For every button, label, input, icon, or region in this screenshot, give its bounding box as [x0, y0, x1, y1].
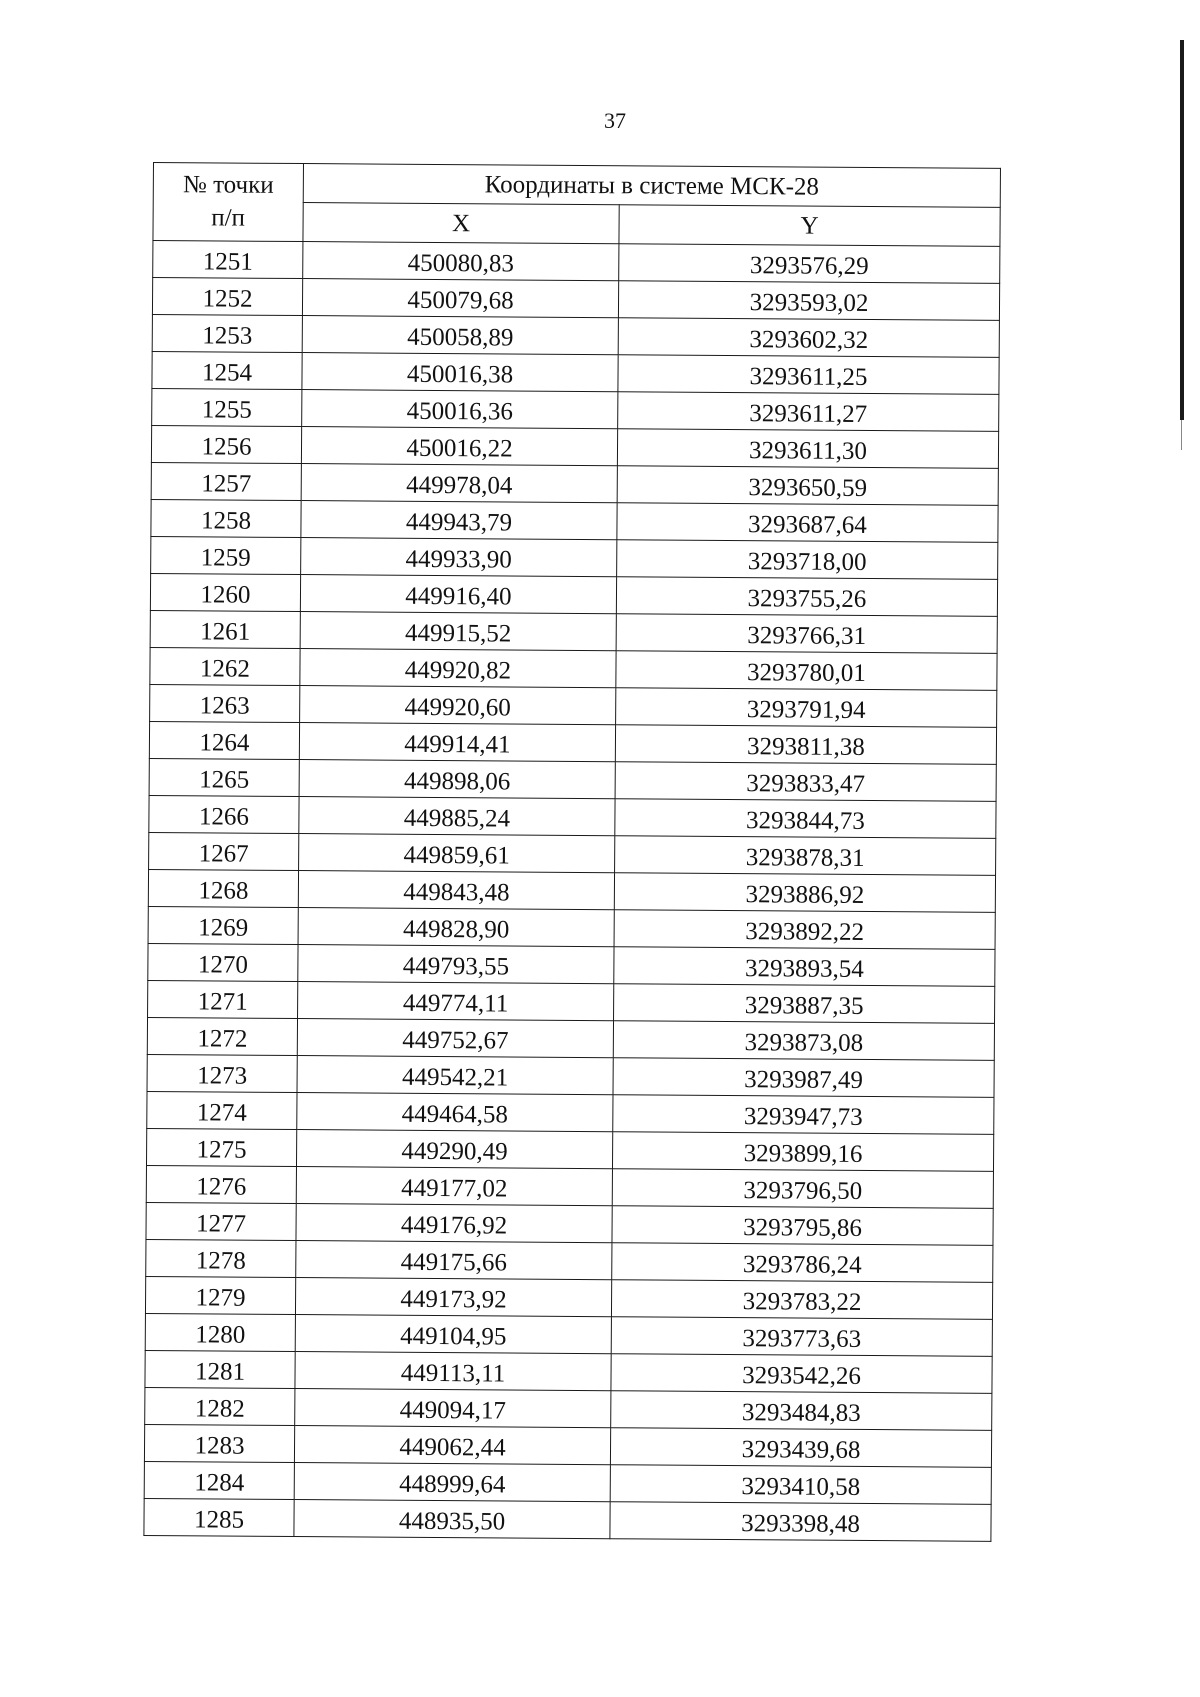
- scan-edge-mark: [1180, 40, 1184, 420]
- point-number-cell: 1252: [152, 278, 302, 316]
- point-number-cell: 1264: [149, 721, 299, 759]
- x-coordinate-cell: 450016,38: [302, 353, 618, 392]
- table-row: [144, 1424, 991, 1467]
- x-coordinate-cell: 450016,22: [301, 427, 617, 466]
- table-row: [146, 1202, 993, 1245]
- y-coordinate-cell: 3293873,08: [613, 1021, 994, 1061]
- y-coordinate-cell: 3293987,49: [613, 1058, 994, 1098]
- x-coordinate-cell: 449914,41: [299, 723, 615, 762]
- table-row: [150, 610, 997, 653]
- y-coordinate-cell: 3293484,83: [611, 1391, 992, 1431]
- x-coordinate-cell: 449774,11: [298, 982, 614, 1021]
- y-coordinate-cell: 3293650,59: [617, 466, 998, 506]
- table-row: [149, 795, 996, 838]
- point-number-cell: 1272: [147, 1017, 297, 1055]
- y-coordinate-cell: 3293795,86: [612, 1206, 993, 1246]
- x-coordinate-cell: 449943,79: [301, 501, 617, 540]
- y-coordinate-cell: 3293786,24: [612, 1243, 993, 1283]
- point-number-cell: 1278: [146, 1239, 296, 1277]
- table-row: [148, 906, 995, 949]
- table-row: [152, 388, 999, 431]
- point-number-header-line1: № точки: [182, 171, 274, 199]
- x-coordinate-cell: 449920,82: [300, 649, 616, 688]
- point-number-cell: 1275: [146, 1128, 296, 1166]
- point-number-cell: 1281: [145, 1350, 295, 1388]
- x-coordinate-cell: 449176,92: [296, 1204, 612, 1243]
- y-coordinate-cell: 3293439,68: [610, 1428, 991, 1468]
- coordinates-system-header: Координаты в системе МСК-28: [303, 164, 1000, 208]
- y-coordinate-cell: 3293755,26: [616, 577, 997, 617]
- table-row: [145, 1276, 992, 1319]
- y-coordinate-cell: 3293687,64: [617, 503, 998, 543]
- point-number-cell: 1253: [152, 314, 302, 352]
- point-number-cell: 1285: [144, 1498, 294, 1536]
- table-row: [151, 499, 998, 542]
- table-row: [144, 1498, 991, 1541]
- x-coordinate-cell: 449113,11: [295, 1352, 611, 1391]
- point-number-cell: 1277: [146, 1202, 296, 1240]
- x-coordinate-cell: 449843,48: [298, 871, 614, 910]
- y-coordinate-cell: 3293766,31: [616, 614, 997, 654]
- y-coordinate-cell: 3293602,32: [618, 318, 999, 358]
- y-coordinate-cell: 3293947,73: [613, 1095, 994, 1135]
- x-coordinate-cell: 449752,67: [297, 1019, 613, 1058]
- point-number-cell: 1283: [144, 1424, 294, 1462]
- y-coordinate-cell: 3293576,29: [619, 244, 1000, 284]
- table-row: [148, 869, 995, 912]
- table-row: [145, 1313, 992, 1356]
- table-row: [146, 1165, 993, 1208]
- y-coordinate-cell: 3293844,73: [615, 799, 996, 839]
- coordinates-table: [143, 162, 1001, 1542]
- x-coordinate-cell: 449104,95: [295, 1315, 611, 1354]
- y-coordinate-cell: 3293398,48: [610, 1502, 991, 1542]
- table-row: [145, 1387, 992, 1430]
- x-coordinate-cell: 449173,92: [295, 1278, 611, 1317]
- point-number-cell: 1276: [146, 1165, 296, 1203]
- y-coordinate-cell: 3293811,38: [615, 725, 996, 765]
- x-coordinate-cell: 449828,90: [298, 908, 614, 947]
- x-coordinate-cell: 449978,04: [301, 464, 617, 503]
- y-coordinate-cell: 3293878,31: [615, 836, 996, 876]
- table-row: [148, 980, 995, 1023]
- y-coordinate-cell: 3293773,63: [611, 1317, 992, 1357]
- table-row: [152, 314, 999, 357]
- y-coordinate-cell: 3293791,94: [616, 688, 997, 728]
- table-row: [153, 241, 1000, 284]
- x-coordinate-cell: 449859,61: [299, 834, 615, 873]
- y-coordinate-cell: 3293611,25: [618, 355, 999, 395]
- x-coordinate-cell: 449920,60: [300, 686, 616, 725]
- point-number-cell: 1279: [145, 1276, 295, 1314]
- x-coordinate-cell: 449290,49: [296, 1130, 612, 1169]
- point-number-cell: 1273: [147, 1054, 297, 1092]
- point-number-cell: 1270: [148, 943, 298, 981]
- point-number-cell: 1284: [144, 1461, 294, 1499]
- point-number-cell: 1258: [151, 499, 301, 537]
- x-coordinate-cell: 449915,52: [300, 612, 616, 651]
- table-row: [147, 1017, 994, 1060]
- table-row: [144, 1461, 991, 1504]
- point-number-cell: 1254: [152, 351, 302, 389]
- table-row: [150, 573, 997, 616]
- table-row: [150, 684, 997, 727]
- point-number-cell: 1263: [150, 684, 300, 722]
- point-number-cell: 1261: [150, 610, 300, 648]
- y-coordinate-cell: 3293593,02: [618, 281, 999, 321]
- table-row: [149, 832, 996, 875]
- y-coordinate-cell: 3293410,58: [610, 1465, 991, 1505]
- y-coordinate-cell: 3293899,16: [612, 1132, 993, 1172]
- x-coordinate-cell: 450080,83: [303, 242, 619, 281]
- y-coordinate-cell: 3293611,27: [618, 392, 999, 432]
- x-coordinate-cell: 449933,90: [301, 538, 617, 577]
- table-row: [146, 1239, 993, 1282]
- table-row: [147, 1091, 994, 1134]
- x-coordinate-cell: 449542,21: [297, 1056, 613, 1095]
- table-row: [148, 943, 995, 986]
- point-number-cell: 1280: [145, 1313, 295, 1351]
- y-coordinate-cell: 3293892,22: [614, 910, 995, 950]
- table-row: [149, 758, 996, 801]
- table-row: [152, 351, 999, 394]
- point-number-cell: 1282: [145, 1387, 295, 1425]
- point-number-cell: 1265: [149, 758, 299, 796]
- point-number-cell: 1266: [149, 795, 299, 833]
- point-number-cell: 1255: [152, 388, 302, 426]
- table-row: [151, 425, 998, 468]
- x-coordinate-cell: 449898,06: [299, 760, 615, 799]
- point-number-header-line2: п/п: [211, 203, 246, 232]
- y-coordinate-cell: 3293796,50: [612, 1169, 993, 1209]
- table-row: [152, 278, 999, 321]
- point-number-cell: 1267: [149, 832, 299, 870]
- x-coordinate-cell: 449885,24: [299, 797, 615, 836]
- table-row: [146, 1128, 993, 1171]
- point-number-cell: 1256: [151, 425, 301, 463]
- y-coordinate-cell: 3293893,54: [614, 947, 995, 987]
- y-coordinate-cell: 3293611,30: [617, 429, 998, 469]
- point-number-cell: 1257: [151, 462, 301, 500]
- table-row: [145, 1350, 992, 1393]
- x-coordinate-cell: 450058,89: [302, 316, 618, 355]
- x-coordinate-cell: 450079,68: [302, 279, 618, 318]
- point-number-header: [153, 163, 304, 242]
- y-coordinate-cell: 3293886,92: [614, 873, 995, 913]
- table-row: [151, 462, 998, 505]
- x-column-header: X: [303, 203, 619, 244]
- x-coordinate-cell: 448999,64: [294, 1463, 610, 1502]
- x-coordinate-cell: 449916,40: [300, 575, 616, 614]
- point-number-cell: 1271: [148, 980, 298, 1018]
- x-coordinate-cell: 448935,50: [294, 1500, 610, 1539]
- table-row: [150, 647, 997, 690]
- x-coordinate-cell: 449062,44: [294, 1426, 610, 1465]
- point-number-cell: 1259: [151, 536, 301, 574]
- x-coordinate-cell: 449793,55: [298, 945, 614, 984]
- table-row: [149, 721, 996, 764]
- x-coordinate-cell: 449175,66: [296, 1241, 612, 1280]
- table-header-row: [153, 163, 1000, 208]
- x-coordinate-cell: 450016,36: [302, 390, 618, 429]
- table-row: [147, 1054, 994, 1097]
- table-body: [144, 241, 1000, 1542]
- y-coordinate-cell: 3293542,26: [611, 1354, 992, 1394]
- point-number-cell: 1251: [153, 241, 303, 279]
- y-column-header: Y: [619, 205, 1000, 247]
- y-coordinate-cell: 3293780,01: [616, 651, 997, 691]
- y-coordinate-cell: 3293833,47: [615, 762, 996, 802]
- table-row: [151, 536, 998, 579]
- scan-edge-mark-thin: [1181, 420, 1182, 450]
- y-coordinate-cell: 3293783,22: [611, 1280, 992, 1320]
- y-coordinate-cell: 3293718,00: [617, 540, 998, 580]
- point-number-cell: 1262: [150, 647, 300, 685]
- x-coordinate-cell: 449094,17: [295, 1389, 611, 1428]
- point-number-cell: 1269: [148, 906, 298, 944]
- point-number-cell: 1260: [150, 573, 300, 611]
- y-coordinate-cell: 3293887,35: [614, 984, 995, 1024]
- x-coordinate-cell: 449177,02: [296, 1167, 612, 1206]
- page-number: 37: [604, 108, 626, 133]
- x-coordinate-cell: 449464,58: [297, 1093, 613, 1132]
- point-number-cell: 1274: [147, 1091, 297, 1129]
- point-number-cell: 1268: [148, 869, 298, 907]
